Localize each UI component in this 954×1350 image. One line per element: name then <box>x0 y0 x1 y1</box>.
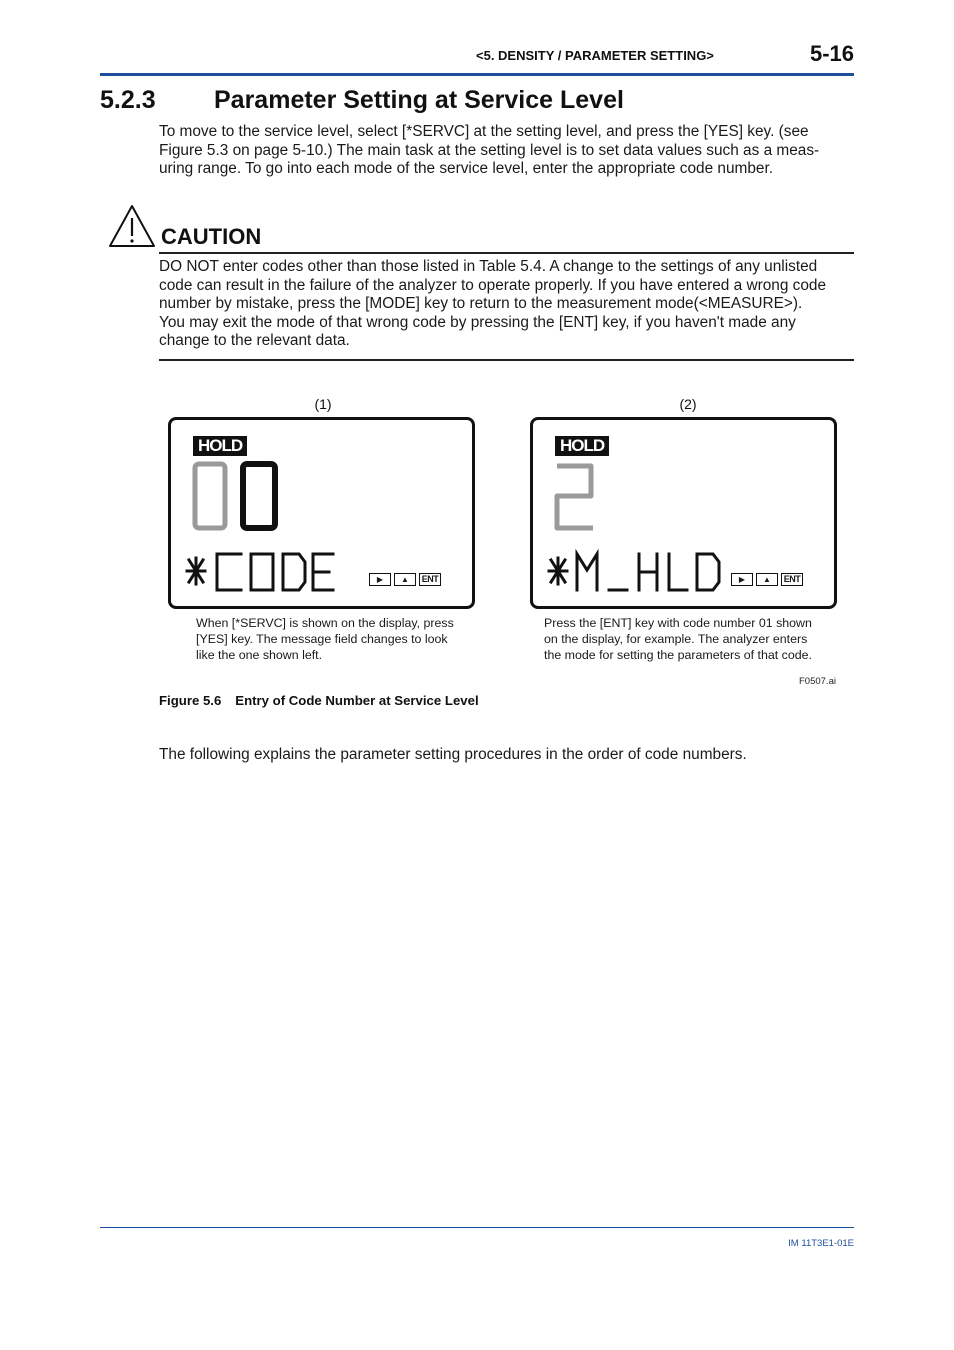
panel-caption-2 <box>544 615 844 663</box>
hold-indicator: HOLD <box>555 436 609 456</box>
lcd-digit-2 <box>551 460 611 534</box>
warning-triangle-icon <box>108 204 156 248</box>
lcd-display-1 <box>168 417 475 609</box>
caution-title: CAUTION <box>161 224 262 249</box>
caption-line: Press the [ENT] key with code number 01 shown <box>544 616 812 630</box>
caution-line: change to the relevant data. <box>159 332 350 349</box>
caution-rule-bottom <box>159 359 854 361</box>
caution-rule-top <box>159 252 854 254</box>
section-title: Parameter Setting at Service Level <box>214 86 624 114</box>
lcd-digits-00 <box>191 460 291 534</box>
key-indicators <box>369 573 441 586</box>
page-number: 5-16 <box>809 41 854 66</box>
caption-line: [YES] key. The message field changes to look <box>196 632 448 646</box>
right-arrow-key-icon: ▶ <box>369 573 391 586</box>
panel-label-1: (1) <box>314 396 332 412</box>
figure-number: Figure 5.6 <box>159 693 222 708</box>
header-rule <box>100 73 854 76</box>
caution-paragraph <box>159 258 859 351</box>
caption-line: When [*SERVC] is shown on the display, press <box>196 616 454 630</box>
lcd-message-mhld <box>547 548 735 594</box>
figure-file-id: F0507.ai <box>799 676 836 687</box>
intro-line: Figure 5.3 on page 5-10.) The main task at the setting level is to set data values such as a meas- <box>159 141 820 159</box>
caption-line: like the one shown left. <box>196 648 323 662</box>
footer-rule <box>100 1227 854 1228</box>
up-arrow-key-icon: ▲ <box>756 573 778 586</box>
caution-line: DO NOT enter codes other than those listed in Table 5.4. A change to the settings of any unlisted <box>159 258 818 275</box>
caution-line: number by mistake, press the [MODE] key to return to the measurement mode(<MEASURE>). <box>159 295 803 312</box>
intro-line: To move to the service level, select [*SERVC] at the setting level, and press the [YES] key. (see <box>159 123 809 140</box>
key-indicators <box>731 573 803 586</box>
intro-paragraph <box>159 123 859 179</box>
hold-indicator: HOLD <box>193 436 247 456</box>
ent-key-icon: ENT <box>419 573 441 586</box>
figure-title: Entry of Code Number at Service Level <box>235 693 479 708</box>
lcd-display-2 <box>530 417 837 609</box>
lcd-message-code <box>185 548 335 594</box>
right-arrow-key-icon: ▶ <box>731 573 753 586</box>
running-header-section: <5. DENSITY / PARAMETER SETTING> <box>476 48 714 63</box>
caution-line: You may exit the mode of that wrong code by pressing the [ENT] key, if you haven't made any <box>159 313 796 331</box>
caution-line: code can result in the failure of the analyzer to operate properly. If you have entered a wrong code <box>159 276 827 294</box>
section-number: 5.2.3 <box>100 86 156 114</box>
panel-caption-1 <box>196 615 486 663</box>
caption-line: on the display, for example. The analyzer enters <box>544 632 808 646</box>
following-paragraph: The following explains the parameter setting procedures in the order of code numbers. <box>159 746 747 763</box>
panel-label-2: (2) <box>679 396 697 412</box>
caption-line: the mode for setting the parameters of that code. <box>544 648 812 662</box>
figure-caption <box>159 693 479 708</box>
ent-key-icon: ENT <box>781 573 803 586</box>
up-arrow-key-icon: ▲ <box>394 573 416 586</box>
intro-line: uring range. To go into each mode of the service level, enter the appropriate code number. <box>159 160 774 177</box>
document-id: IM 11T3E1-01E <box>788 1238 854 1249</box>
